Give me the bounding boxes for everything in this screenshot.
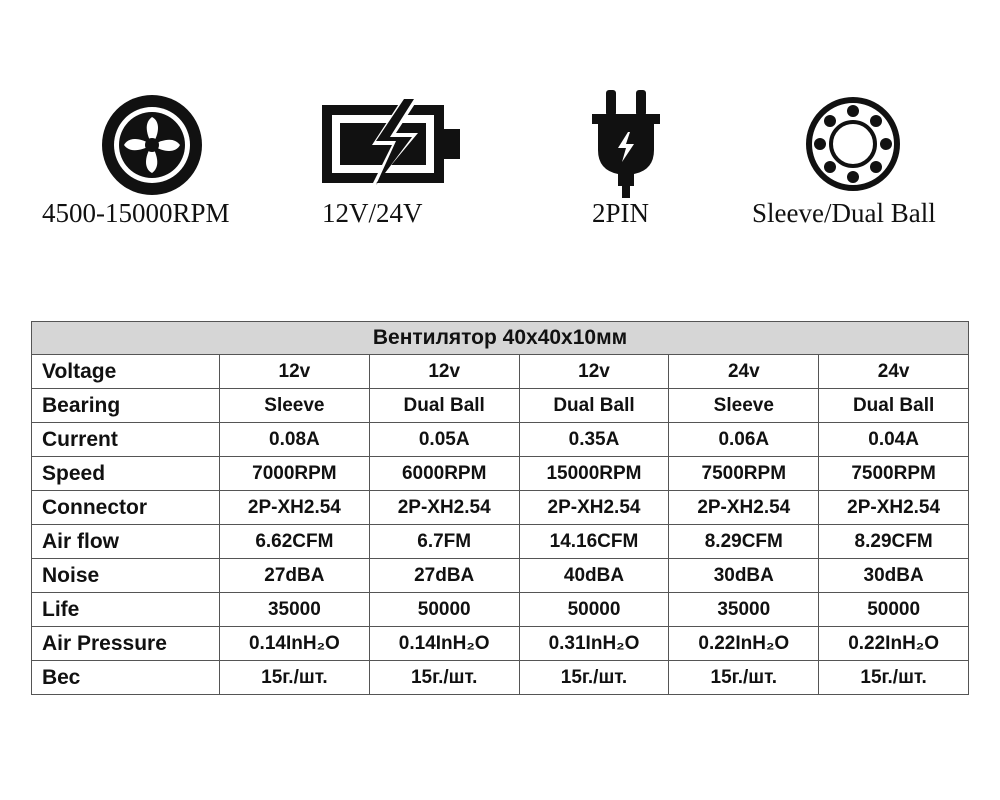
table-cell: 2P-XH2.54 bbox=[369, 491, 519, 525]
table-title: Вентилятор 40x40x10мм bbox=[32, 322, 969, 355]
table-row bbox=[32, 491, 969, 525]
table-cell: 2P-XH2.54 bbox=[220, 491, 370, 525]
table-cell: 2P-XH2.54 bbox=[819, 491, 969, 525]
table-body bbox=[32, 355, 969, 695]
table-cell: 0.31InH₂O bbox=[519, 627, 669, 661]
table-cell: 0.06A bbox=[669, 423, 819, 457]
table-row bbox=[32, 525, 969, 559]
table-cell: 35000 bbox=[669, 593, 819, 627]
table-row bbox=[32, 355, 969, 389]
table-cell: Dual Ball bbox=[519, 389, 669, 423]
table-cell: 2P-XH2.54 bbox=[669, 491, 819, 525]
row-label: Bearing bbox=[32, 389, 220, 423]
row-label: Speed bbox=[32, 457, 220, 491]
table-cell: 27dBA bbox=[369, 559, 519, 593]
battery-charge-icon bbox=[318, 93, 464, 198]
table-row bbox=[32, 559, 969, 593]
table-cell: 12v bbox=[220, 355, 370, 389]
table-cell: 0.14InH₂O bbox=[220, 627, 370, 661]
row-label: Air Pressure bbox=[32, 627, 220, 661]
row-label: Current bbox=[32, 423, 220, 457]
table-cell: Sleeve bbox=[669, 389, 819, 423]
feature-label: Sleeve/Dual Ball bbox=[752, 198, 936, 228]
table-cell: 0.05A bbox=[369, 423, 519, 457]
table-cell: 50000 bbox=[819, 593, 969, 627]
table-cell: 30dBA bbox=[669, 559, 819, 593]
table-row bbox=[32, 423, 969, 457]
table-cell: 12v bbox=[369, 355, 519, 389]
table-cell: 8.29CFM bbox=[819, 525, 969, 559]
row-label: Noise bbox=[32, 559, 220, 593]
feature-label: 12V/24V bbox=[322, 198, 423, 228]
table-cell: 0.04A bbox=[819, 423, 969, 457]
table-cell: 24v bbox=[819, 355, 969, 389]
row-label: Вес bbox=[32, 661, 220, 695]
table-row bbox=[32, 389, 969, 423]
table-row bbox=[32, 593, 969, 627]
table-cell: 6.62CFM bbox=[220, 525, 370, 559]
row-label: Connector bbox=[32, 491, 220, 525]
table-cell: 7500RPM bbox=[819, 457, 969, 491]
table-cell: 6.7FM bbox=[369, 525, 519, 559]
table-cell: 15г./шт. bbox=[519, 661, 669, 695]
table-cell: 2P-XH2.54 bbox=[519, 491, 669, 525]
table-cell: 35000 bbox=[220, 593, 370, 627]
table-cell: 0.22InH₂O bbox=[819, 627, 969, 661]
table-cell: 0.14InH₂O bbox=[369, 627, 519, 661]
table-cell: 50000 bbox=[369, 593, 519, 627]
row-label: Air flow bbox=[32, 525, 220, 559]
table-cell: 24v bbox=[669, 355, 819, 389]
table-cell: 0.35A bbox=[519, 423, 669, 457]
table-cell: 15г./шт. bbox=[819, 661, 969, 695]
plug-icon bbox=[590, 90, 662, 203]
table-row bbox=[32, 457, 969, 491]
table-cell: 15г./шт. bbox=[669, 661, 819, 695]
table-cell: 50000 bbox=[519, 593, 669, 627]
table-cell: Dual Ball bbox=[369, 389, 519, 423]
table-cell: 15г./шт. bbox=[220, 661, 370, 695]
feature-label: 2PIN bbox=[592, 198, 650, 228]
table-cell: 8.29CFM bbox=[669, 525, 819, 559]
table-cell: 7000RPM bbox=[220, 457, 370, 491]
table-cell: 0.22InH₂O bbox=[669, 627, 819, 661]
table-cell: 30dBA bbox=[819, 559, 969, 593]
row-label: Voltage bbox=[32, 355, 220, 389]
table-row bbox=[32, 627, 969, 661]
table-header-row bbox=[32, 322, 969, 355]
spec-table bbox=[31, 321, 969, 695]
table-cell: Dual Ball bbox=[819, 389, 969, 423]
table-cell: 27dBA bbox=[220, 559, 370, 593]
row-label: Life bbox=[32, 593, 220, 627]
table-cell: 14.16CFM bbox=[519, 525, 669, 559]
table-cell: Sleeve bbox=[220, 389, 370, 423]
table-cell: 15г./шт. bbox=[369, 661, 519, 695]
table-cell: 6000RPM bbox=[369, 457, 519, 491]
feature-label: 4500-15000RPM bbox=[42, 198, 230, 228]
table-cell: 15000RPM bbox=[519, 457, 669, 491]
ball-bearing-icon bbox=[805, 96, 901, 197]
table-cell: 7500RPM bbox=[669, 457, 819, 491]
table-cell: 0.08A bbox=[220, 423, 370, 457]
fan-icon bbox=[100, 93, 204, 202]
table-cell: 12v bbox=[519, 355, 669, 389]
table-cell: 40dBA bbox=[519, 559, 669, 593]
table-row bbox=[32, 661, 969, 695]
